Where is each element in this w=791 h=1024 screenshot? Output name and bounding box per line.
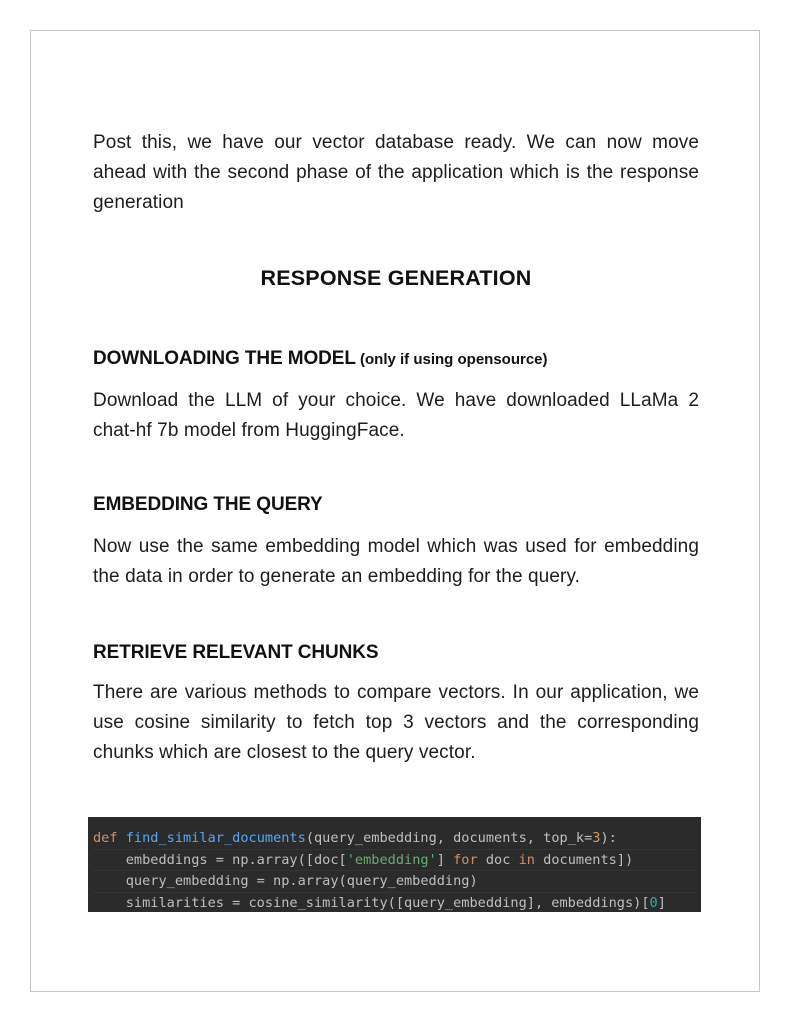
code-token-number: 3 — [592, 830, 601, 846]
code-token-number_teal: 0 — [649, 894, 658, 911]
code-line — [93, 849, 697, 871]
code-token-function: find_similar_documents — [125, 830, 306, 846]
code-line — [93, 892, 697, 913]
code-token-plain: query_embedding = np.array(query_embedding) — [93, 873, 478, 889]
section-heading-retrieve-relevant-chunks: RETRIEVE RELEVANT CHUNKS — [93, 642, 379, 663]
code-block — [88, 817, 701, 912]
code-token-plain: doc — [477, 851, 519, 868]
code-token-plain — [118, 830, 126, 846]
code-token-keyword: in — [518, 851, 535, 868]
section-heading-downloading-the-model — [93, 348, 699, 370]
code-line — [93, 828, 697, 849]
code-token-plain: similarities = cosine_similarity([query_embedding], embeddings)[ — [93, 894, 650, 911]
code-token-string: 'embedding' — [346, 851, 437, 868]
intro-paragraph: Post this, we have our vector database ready. We can now move ahead with the second phase of the application which is the response generation — [93, 132, 699, 213]
section-heading-text: DOWNLOADING THE MODEL — [93, 348, 356, 369]
section-body-downloading-the-model: Download the LLM of your choice. We have downloaded LLaMa 2 chat-hf 7b model from HuggingFace. — [93, 390, 699, 441]
code-line — [93, 870, 697, 892]
code-token-plain: (query_embedding, documents, top_k= — [305, 830, 593, 846]
code-token-plain: ): — [600, 830, 617, 846]
section-heading-embedding-the-query: EMBEDDING THE QUERY — [93, 494, 323, 515]
code-token-plain: ] — [436, 851, 454, 868]
section-body-embedding-the-query: Now use the same embedding model which was used for embedding the data in order to generate an embedding for the query. — [93, 536, 699, 587]
section-body-retrieve-relevant-chunks: There are various methods to compare vectors. In our application, we use cosine similarity to fetch top 3 vectors and the corresponding chunks which are closest to the query vector. — [93, 682, 699, 763]
page-title: RESPONSE GENERATION — [260, 266, 532, 290]
code-token-keyword: def — [93, 830, 118, 846]
code-token-plain: documents]) — [534, 851, 634, 868]
code-token-plain: embeddings = np.array([doc[ — [93, 851, 347, 868]
code-token-keyword: for — [453, 851, 478, 868]
section-heading-note: (only if using opensource) — [355, 351, 548, 368]
code-token-plain: ] — [657, 894, 666, 911]
